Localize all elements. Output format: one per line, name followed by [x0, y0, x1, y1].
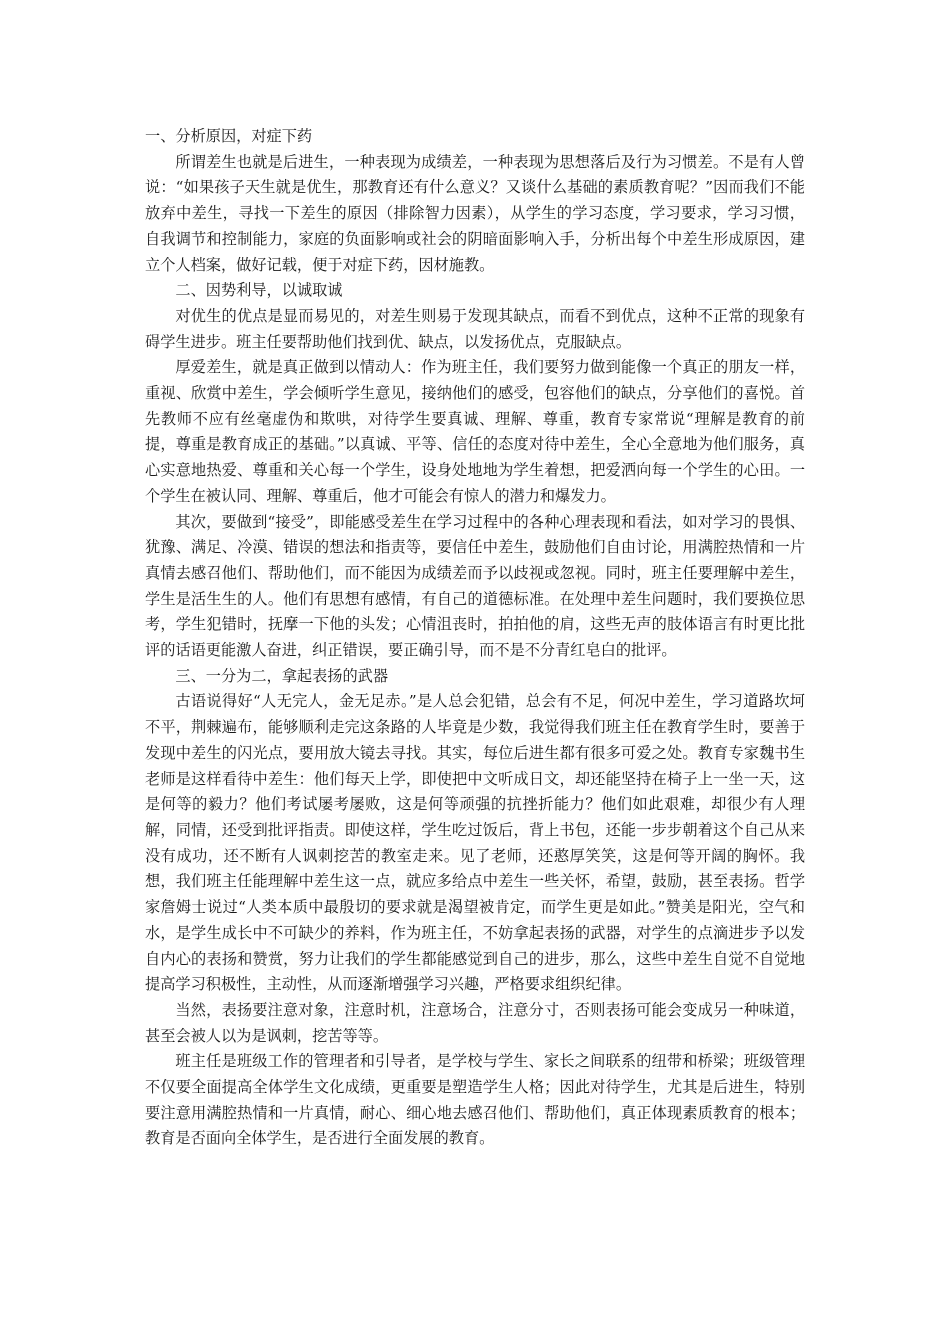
- paragraph-6: 当然，表扬要注意对象，注意时机，注意场合，注意分寸，否则表扬可能会变成另一种味道，甚至会被人以为是讽刺，挖苦等等。: [145, 1000, 805, 1045]
- paragraph-2: 对优生的优点是显而易见的，对差生则易于发现其缺点，而看不到优点，这种不正常的现象有碍学生进步。班主任要帮助他们找到优、缺点，以发扬优点，克服缺点。: [145, 306, 805, 351]
- paragraph-5: 古语说得好“人无完人，金无足赤。”是人总会犯错，总会有不足，何况中差生，学习道路坎坷不平，荆棘遍布，能够顺利走完这条路的人毕竟是少数，我觉得我们班主任在教育学生时，要善于发现中差生的闪光点，要用放大镜去寻找。其实，每位后进生都有很多可爱之处。教育专家魏书生老师是这样看待中差生：他们每天上学，即使把中文听成日文，却还能坚持在椅子上一坐一天，这是何等的毅力？他们考试屡考屡败，这是何等顽强的抗挫折能力？他们如此艰难，却很少有人理解，同情，还受到批评指责。即使这样，学生吃过饭后，背上书包，还能一步步朝着这个自己从来没有成功，还不断有人讽刺挖苦的教室走来。见了老师，还憨厚笑笑，这是何等开阔的胸怀。我想，我们班主任能理解中差生这一点，就应多给点中差生一些关怀，希望，鼓励，甚至表扬。哲学家詹姆士说过“人类本质中最殷切的要求就是渴望被肯定，而学生更是如此。”赞美是阳光，空气和水，是学生成长中不可缺少的养料，作为班主任，不妨拿起表扬的武器，对学生的点滴进步予以发自内心的表扬和赞赏，努力让我们的学生都能感觉到自己的进步，那么，这些中差生自觉不自觉地提高学习积极性，主动性，从而逐渐增强学习兴趣，严格要求组织纪律。: [145, 692, 805, 994]
- document-body: [145, 124, 805, 1152]
- paragraph-1: 所谓差生也就是后进生，一种表现为成绩差，一种表现为思想落后及行为习惯差。不是有人曾说：“如果孩子天生就是优生，那教育还有什么意义？又谈什么基础的素质教育呢？”因而我们不能放弃中差生，寻找一下差生的原因（排除智力因素），从学生的学习态度，学习要求，学习习惯，自我调节和控制能力，家庭的负面影响或社会的阴暗面影响入手，分析出每个中差生形成原因，建立个人档案，做好记载，便于对症下药，因材施教。: [145, 152, 805, 274]
- section-heading-1: 一、分析原因，对症下药: [145, 127, 313, 145]
- section-heading-3: 三、一分为二，拿起表扬的武器: [175, 666, 389, 685]
- paragraph-7: 班主任是班级工作的管理者和引导者，是学校与学生、家长之间联系的纽带和桥梁；班级管理不仅要全面提高全体学生文化成绩，更重要是塑造学生人格；因此对待学生，尤其是后进生，特别要注意用满腔热情和一片真情，耐心、细心地去感召他们、帮助他们，真正体现素质教育的根本；教育是否面向全体学生，是否进行全面发展的教育。: [145, 1052, 805, 1148]
- section-heading-2: 二、因势利导，以诚取诚: [175, 281, 343, 300]
- paragraph-4: 其次，要做到“接受”，即能感受差生在学习过程中的各种心理表现和看法，如对学习的畏惧、犹豫、满足、冷漠、错误的想法和指责等，要信任中差生，鼓励他们自由讨论，用满腔热情和一片真情去感召他们、帮助他们，而不能因为成绩差而予以歧视或忽视。同时，班主任要理解中差生，学生是活生生的人。他们有思想有感情，有自己的道德标准。在处理中差生问题时，我们要换位思考，学生犯错时，抚摩一下他的头发；心情沮丧时，拍拍他的肩，这些无声的肢体语言有时更比批评的话语更能激人奋进，纠正错误，要正确引导，而不是不分青红皂白的批评。: [145, 512, 805, 660]
- paragraph-3: 厚爱差生，就是真正做到以情动人：作为班主任，我们要努力做到能像一个真正的朋友一样，重视、欣赏中差生，学会倾听学生意见，接纳他们的感受，包容他们的缺点，分享他们的喜悦。首先教师不应有丝毫虚伪和欺哄，对待学生要真诚、理解、尊重，教育专家常说“理解是教育的前提，尊重是教育成正的基础。”以真诚、平等、信任的态度对待中差生，全心全意地为他们服务，真心实意地热爱、尊重和关心每一个学生，设身处地地为学生着想，把爱洒向每一个学生的心田。一个学生在被认同、理解、尊重后，他才可能会有惊人的潜力和爆发力。: [145, 358, 805, 505]
